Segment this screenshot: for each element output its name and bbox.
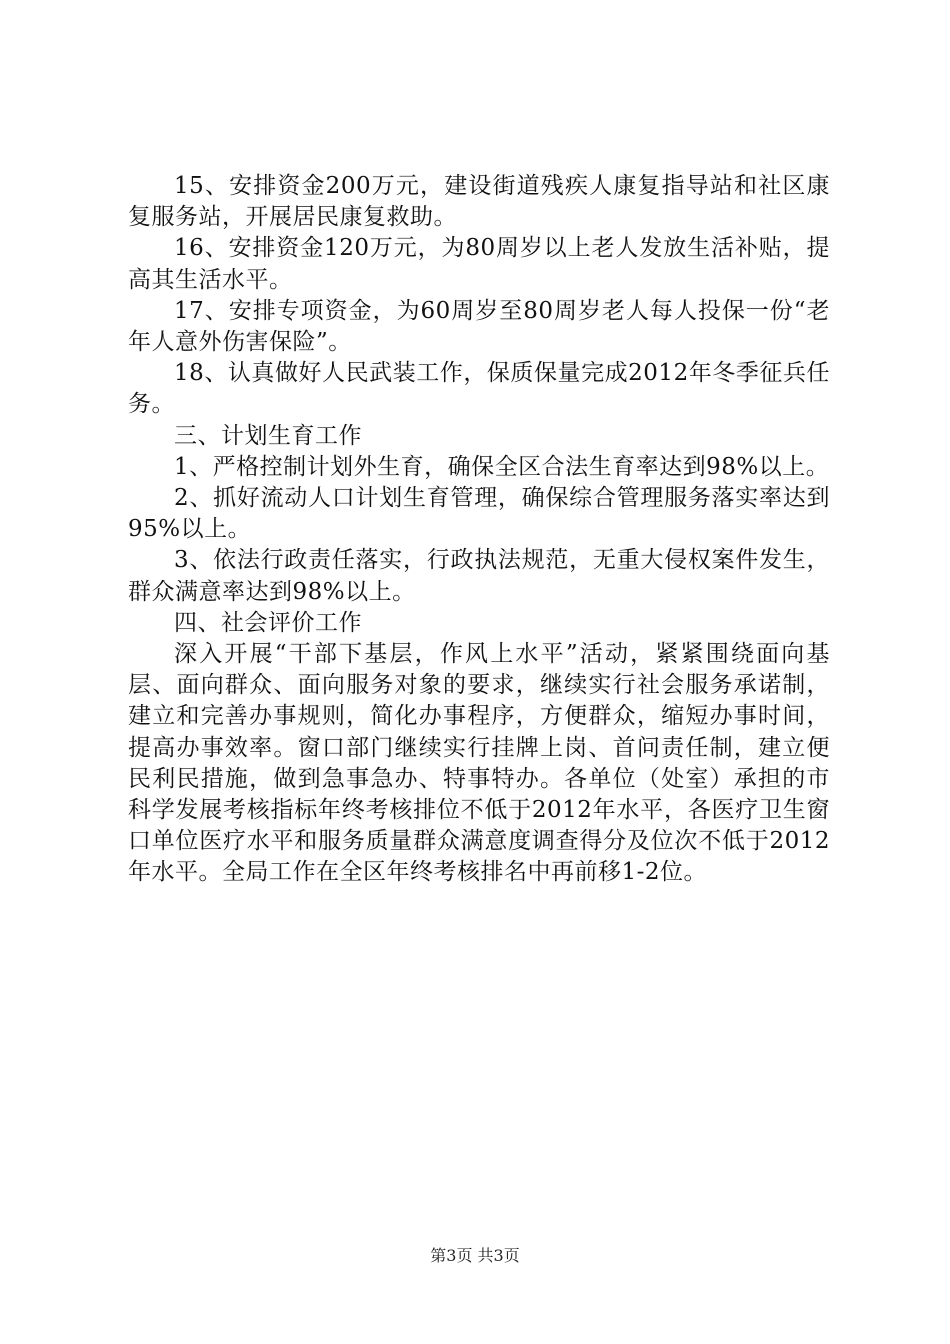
paragraph-item-17: 17、安排专项资金，为60周岁至80周岁老人每人投保一份“老年人意外伤害保险”。 bbox=[128, 297, 830, 356]
paragraph-item-fp-2: 2、抓好流动人口计划生育管理，确保综合管理服务落实率达到95%以上。 bbox=[128, 485, 830, 543]
document-body bbox=[128, 171, 830, 889]
page-number-footer: 第3页 共3页 bbox=[430, 1246, 520, 1265]
paragraph-social-evaluation: 深入开展“干部下基层，作风上水平”活动，紧紧围绕面向基层、面向群众、面向服务对象的要求，继续实行社会服务承诺制，建立和完善办事规则，简化办事程序，方便群众，缩短办事时间，提高办事效率。窗口部门继续实行挂牌上岗、首问责任制，建立便民利民措施，做到急事急办、特事特办。各单位（处室）承担的市科学发展考核指标年终考核排位不低于2012年水平，各医疗卫生窗口单位医疗水平和服务质量群众满意度调查得分及位次不低于2012年水平。全局工作在全区年终考核排名中再前移1-2位。 bbox=[128, 641, 830, 886]
paragraph-item-fp-3: 3、依法行政责任落实，行政执法规范，无重大侵权案件发生，群众满意率达到98%以上。 bbox=[128, 547, 830, 605]
paragraph-item-16: 16、安排资金120万元，为80周岁以上老人发放生活补贴，提高其生活水平。 bbox=[128, 235, 830, 293]
section-heading-family-planning: 三、计划生育工作 bbox=[174, 422, 362, 449]
paragraph-item-fp-1: 1、严格控制计划外生育，确保全区合法生育率达到98%以上。 bbox=[174, 453, 830, 480]
paragraph-item-15: 15、安排资金200万元，建设街道残疾人康复指导站和社区康复服务站，开展居民康复救助。 bbox=[128, 173, 830, 231]
section-heading-social-evaluation: 四、社会评价工作 bbox=[174, 609, 362, 636]
paragraph-item-18: 18、认真做好人民武装工作，保质保量完成2012年冬季征兵任务。 bbox=[128, 360, 830, 418]
